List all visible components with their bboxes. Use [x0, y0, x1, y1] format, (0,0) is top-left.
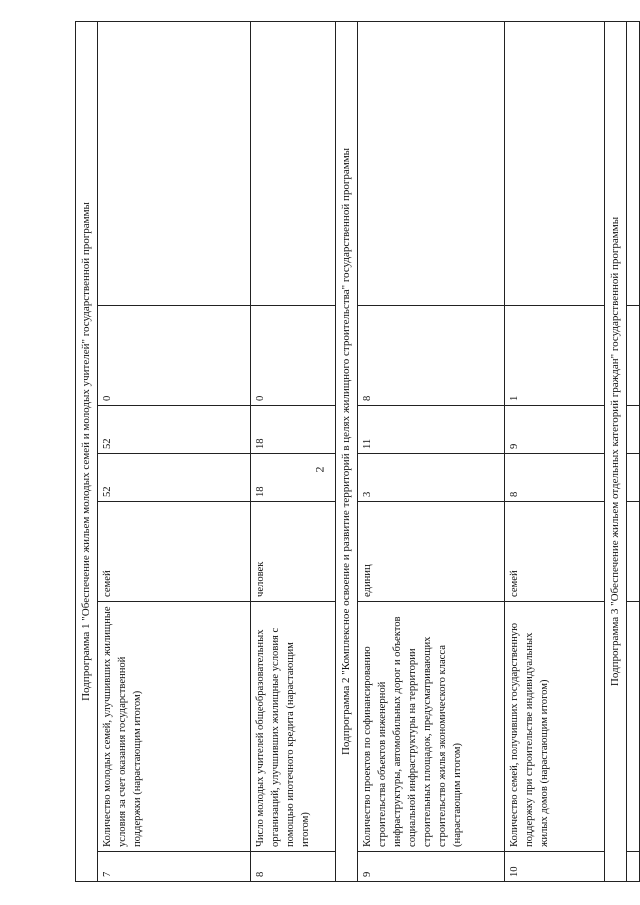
- indicator-name: Количество семей, получивших государственную поддержку при строительстве индивидуальных жилых домов (нарастающим итогом): [505, 602, 605, 852]
- row-number: 7: [98, 852, 251, 882]
- unit-cell: семей: [98, 502, 251, 602]
- table-row-continuation: [627, 21, 640, 881]
- value-cell: 52: [98, 454, 251, 502]
- empty-cell: [358, 21, 505, 305]
- empty-cell: [627, 306, 640, 406]
- unit-cell: семей: [505, 502, 605, 602]
- empty-cell: [627, 21, 640, 305]
- row-number: 10: [505, 852, 605, 882]
- value-cell: 3: [358, 454, 505, 502]
- empty-cell: [627, 502, 640, 602]
- value-cell: 18: [251, 406, 336, 454]
- row-number: 8: [251, 852, 336, 882]
- indicator-name: Количество проектов по софинансированию строительства объектов инженерной инфраструктуры, автомобильных дорог и объектов социальной инфраструктуры на территории строительных площадок, предусматривающих строительство жилья экономического класса (нарастающим итогом): [358, 602, 505, 852]
- value-cell: 0: [98, 306, 251, 406]
- value-cell: 52: [98, 406, 251, 454]
- value-cell: 1: [505, 306, 605, 406]
- indicator-name: Количество молодых семей, улучшивших жилищные условия за счет оказания государственной поддержки (нарастающим итогом): [98, 602, 251, 852]
- rotated-table-container: [75, 22, 621, 882]
- empty-cell: [627, 454, 640, 502]
- table-row: [505, 21, 605, 881]
- value-cell: 8: [358, 306, 505, 406]
- section-title: Подпрограмма 2 "Комплексное освоение и развитие территорий в целях жилищного строительства" государственной программы: [336, 21, 358, 881]
- value-cell: 9: [505, 406, 605, 454]
- empty-cell: [98, 21, 251, 305]
- indicator-name: Число молодых учителей общеобразовательных организаций, улучшивших жилищные условия с помощью ипотечного кредита (нарастающим итогом): [251, 602, 336, 852]
- table-row: [358, 21, 505, 881]
- empty-cell: [505, 21, 605, 305]
- unit-cell: единиц: [358, 502, 505, 602]
- empty-cell: [627, 406, 640, 454]
- value-cell: 11: [358, 406, 505, 454]
- value-cell: 8: [505, 454, 605, 502]
- empty-cell: [627, 852, 640, 882]
- page-number: 2: [312, 466, 327, 473]
- empty-cell: [251, 21, 336, 305]
- table-row: [251, 21, 336, 881]
- section-row-subprogram-1: [76, 21, 98, 881]
- section-title: Подпрограмма 3 "Обеспечение жильем отдельных категорий граждан" государственной программы: [605, 21, 627, 881]
- value-cell: 18: [251, 454, 336, 502]
- empty-cell: [627, 602, 640, 852]
- row-number: 9: [358, 852, 505, 882]
- section-row-subprogram-3: [605, 21, 627, 881]
- section-row-subprogram-2: [336, 21, 358, 881]
- unit-cell: человек: [251, 502, 336, 602]
- table-row: [98, 21, 251, 881]
- value-cell: 0: [251, 306, 336, 406]
- section-title: Подпрограмма 1 "Обеспечение жильем молодых семей и молодых учителей" государственной программы: [76, 21, 98, 881]
- indicators-table: [75, 21, 640, 882]
